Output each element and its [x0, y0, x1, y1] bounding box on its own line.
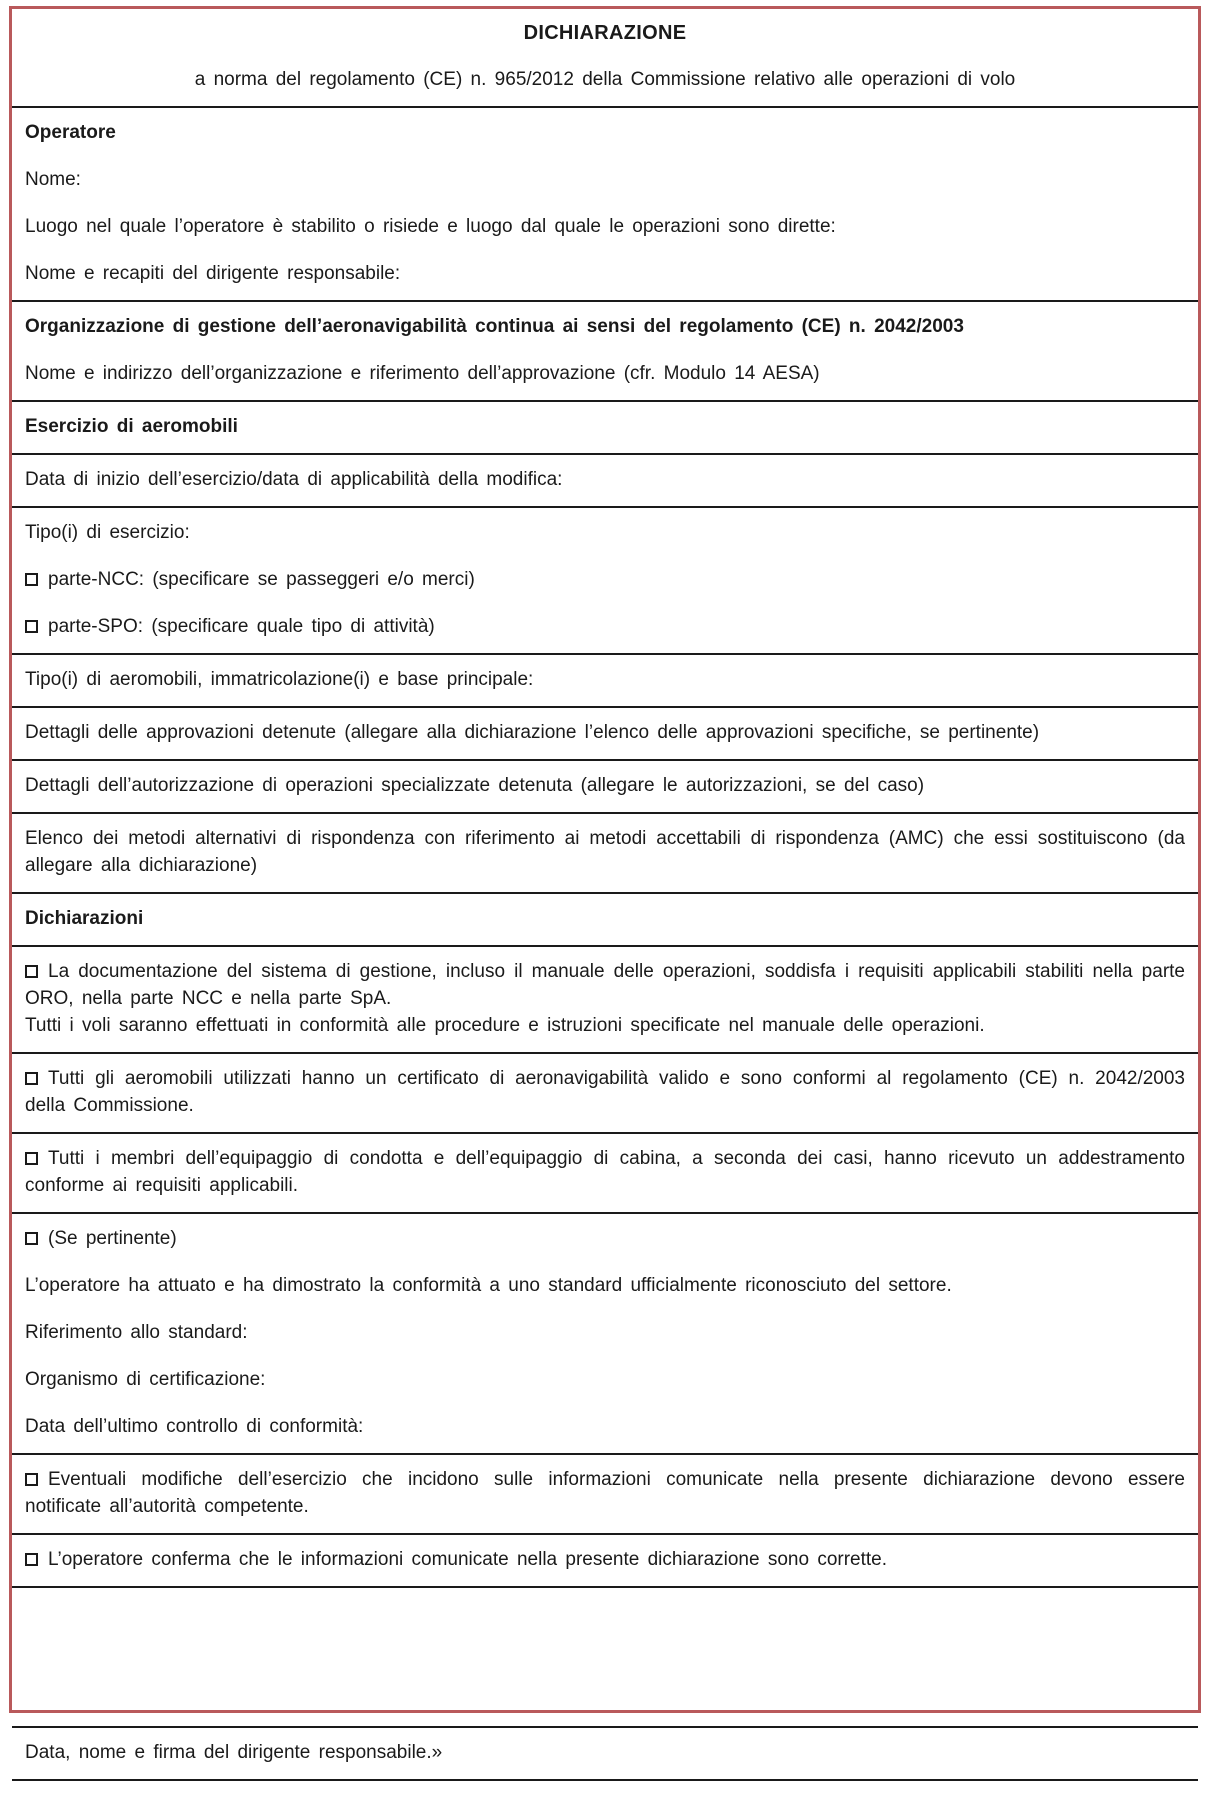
form-header: [12, 9, 1198, 106]
form-text: Riferimento allo standard:: [25, 1322, 248, 1343]
checkbox-icon: [25, 1232, 38, 1245]
declaration-form: [9, 6, 1201, 1763]
checkbox-icon: [25, 573, 38, 586]
form-text: Tutti i membri dell’equipaggio di condotta e dell’equipaggio di cabina, a seconda dei casi, hanno ricevuto un addestramento conforme ai requisiti applicabili.: [25, 1148, 1185, 1196]
form-section-data-inizio: [12, 453, 1198, 506]
form-text: Nome e recapiti del dirigente responsabile:: [25, 263, 401, 284]
document-title: DICHIARAZIONE: [523, 22, 687, 44]
section-title: Dichiarazioni: [25, 908, 144, 929]
form-text: Tutti gli aeromobili utilizzati hanno un certificato di aeronavigabilità valido e sono conformi al regolamento (CE) n. 2042/2003 della Commissione.: [25, 1068, 1185, 1116]
form-text: Luogo nel quale l’operatore è stabilito o risiede e luogo dal quale le operazioni sono dirette:: [25, 216, 836, 237]
checkbox-icon: [25, 1473, 38, 1486]
form-section-dichiarazioni: [12, 892, 1198, 945]
form-text: Data di inizio dell’esercizio/data di applicabilità della modifica:: [25, 469, 563, 490]
form-text: Dettagli dell’autorizzazione di operazioni specializzate detenuta (allegare le autorizzazioni, se del caso): [25, 775, 925, 796]
form-section-riga-finale: [12, 1779, 1198, 1805]
form-section-dettagli-autorizzazione: [12, 759, 1198, 812]
section-title: Esercizio di aeromobili: [25, 416, 238, 437]
checkbox-icon: [25, 1072, 38, 1085]
form-section-se-pertinente: [12, 1212, 1198, 1453]
checkbox-icon: [25, 1152, 38, 1165]
checkbox-icon: [25, 965, 38, 978]
form-text: Dettagli delle approvazioni detenute (allegare alla dichiarazione l’elenco delle approvazioni specifiche, se pertinente): [25, 722, 1040, 743]
form-text: Tipo(i) di esercizio:: [25, 522, 190, 543]
form-section-spazio-firma: [12, 1586, 1198, 1726]
form-text: parte-NCC: (specificare se passeggeri e/o merci): [25, 566, 1185, 593]
form-section-operatore: [12, 106, 1198, 300]
form-section-elenco-metodi-alternativi: [12, 812, 1198, 892]
form-text: Elenco dei metodi alternativi di rispondenza con riferimento ai metodi accettabili di rispondenza (AMC) che essi sostituiscono (da allegare alla dichiarazione): [25, 828, 1185, 876]
form-section-dichiarazione-equipaggio: [12, 1132, 1198, 1212]
form-text: Eventuali modifiche dell’esercizio che incidono sulle informazioni comunicate nella presente dichiarazione devono essere notificate all’autorità competente.: [25, 1469, 1185, 1517]
form-section-dettagli-approvazioni: [12, 706, 1198, 759]
form-text: Data dell’ultimo controllo di conformità:: [25, 1416, 364, 1437]
form-text: Tipo(i) di aeromobili, immatricolazione(i) e base principale:: [25, 669, 534, 690]
form-text: L’operatore conferma che le informazioni comunicate nella presente dichiarazione sono corrette.: [25, 1546, 1185, 1573]
form-text: parte-SPO: (specificare quale tipo di attività): [25, 613, 1185, 640]
section-title: Organizzazione di gestione dell’aeronavigabilità continua ai sensi del regolamento (CE) n. 2042/2003: [25, 316, 964, 337]
form-text: La documentazione del sistema di gestione, incluso il manuale delle operazioni, soddisfa i requisiti applicabili stabiliti nella parte ORO, nella parte NCC e nella parte SpA. Tutti i voli saranno effettuati in conformità alle procedure e istruzioni specificate nel manuale delle operazioni.: [25, 961, 1185, 1036]
form-section-eventuali-modifiche: [12, 1453, 1198, 1533]
form-section-tipo-aeromobili: [12, 653, 1198, 706]
document-subtitle: a norma del regolamento (CE) n. 965/2012 della Commissione relativo alle operazioni di volo: [194, 69, 1016, 90]
form-section-dichiarazione-documentazione: [12, 945, 1198, 1052]
form-section-dichiarazione-aeromobili: [12, 1052, 1198, 1132]
form-body: [12, 106, 1198, 1763]
form-text: Data, nome e firma del dirigente responsabile.»: [25, 1742, 443, 1763]
form-text: Nome e indirizzo dell’organizzazione e riferimento dell’approvazione (cfr. Modulo 14 AESA): [25, 363, 820, 384]
checkbox-icon: [25, 620, 38, 633]
section-title: Operatore: [25, 122, 116, 143]
form-section-organizzazione-aeronavigabilita: [12, 300, 1198, 400]
checkbox-icon: [25, 1553, 38, 1566]
form-section-conferma-informazioni: [12, 1533, 1198, 1586]
form-text: (Se pertinente): [25, 1225, 1185, 1252]
form-text: L’operatore ha attuato e ha dimostrato la conformità a uno standard ufficialmente riconosciuto del settore.: [25, 1275, 952, 1296]
form-text: Organismo di certificazione:: [25, 1369, 266, 1390]
form-section-esercizio-aeromobili: [12, 400, 1198, 453]
form-section-tipo-esercizio: [12, 506, 1198, 653]
form-text: Nome:: [25, 169, 81, 190]
form-section-data-nome-firma: [12, 1726, 1198, 1779]
